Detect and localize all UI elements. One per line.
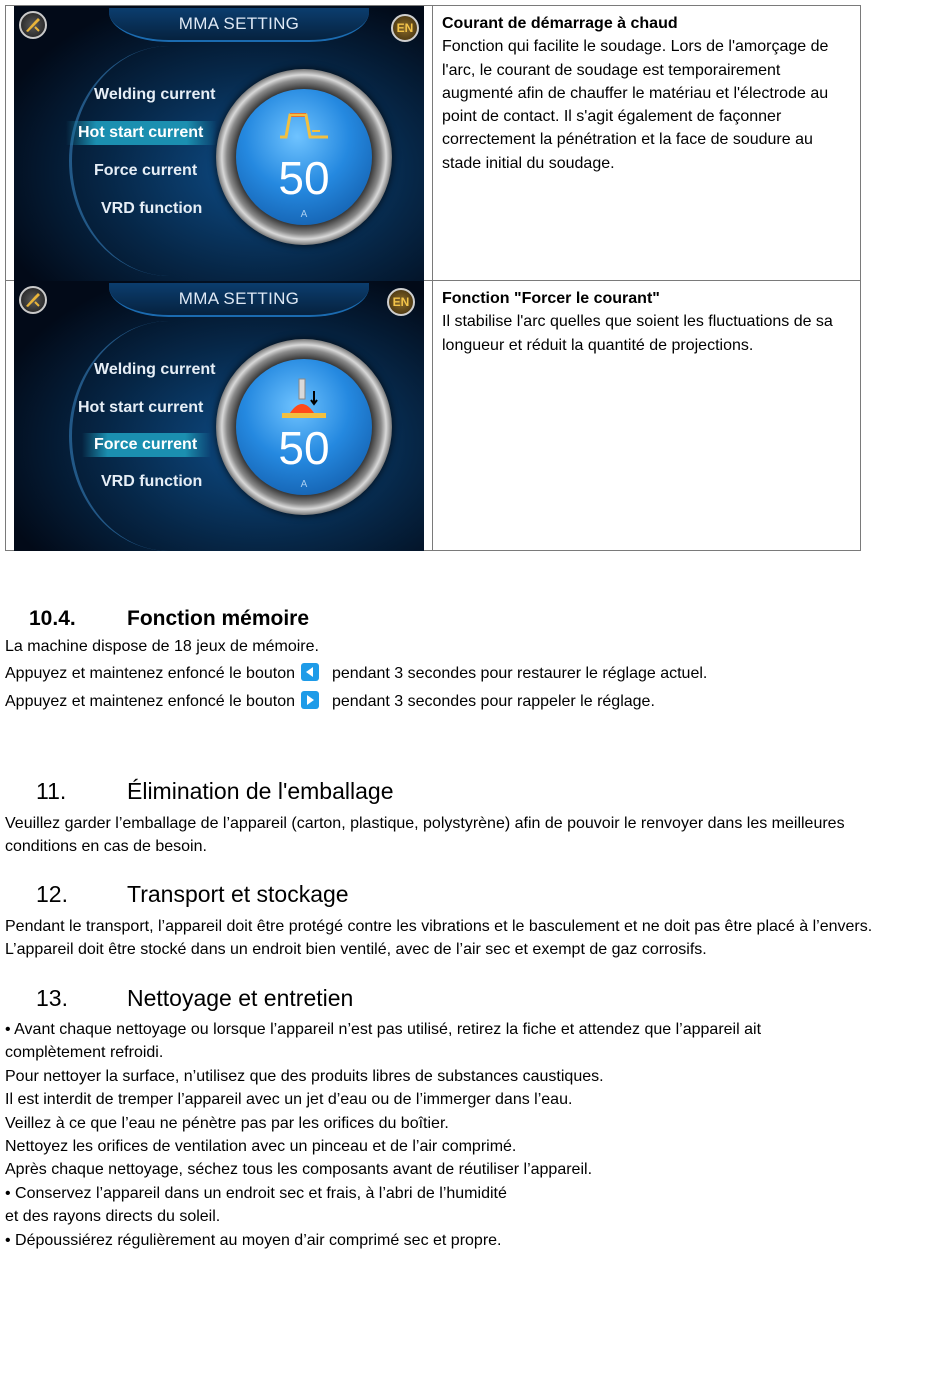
menu-item-hot-start-current: Hot start current xyxy=(66,121,217,145)
section-title: Nettoyage et entretien xyxy=(127,985,354,1011)
left-arrow-button-icon xyxy=(301,663,319,681)
dial-unit: A xyxy=(300,479,308,490)
cleaning-line: Après chaque nettoyage, séchez tous les composants avant de réutiliser l’appareil. xyxy=(5,1161,593,1179)
memory-line-text: pendant 3 secondes pour rappeler le réglage. xyxy=(331,693,655,710)
cleaning-line: et des rayons directs du soleil. xyxy=(5,1208,221,1226)
settings-table xyxy=(5,5,861,551)
screen-title-bar xyxy=(109,8,369,42)
hot-start-text: Fonction qui facilite le soudage. Lors de l'amorçage de l'arc, le courant de soudage est temporairement augmenté afin de chauffer le matériau et l'électrode au point de contact. Il s'agit également de façonner correctement la pénétration et la face de soudure au stade initial du soudage. xyxy=(442,38,829,172)
memory-line-restore xyxy=(5,662,707,685)
cleaning-line: Pour nettoyer la surface, n’utilisez que des produits libres de substances caustiques. xyxy=(5,1067,604,1085)
cleaning-list xyxy=(5,1018,761,1252)
section-number: 11. xyxy=(36,778,67,804)
cleaning-line: Veillez à ce que l’eau ne pénètre pas par les orifices du boîtier. xyxy=(5,1114,449,1132)
transport-text: Pendant le transport, l’appareil doit être protégé contre les vibrations et le basculement et ne doit pas être placé à l’envers. L’appareil doit être stocké dans un endroit bien ventilé, avec de l’air sec et exempt de gaz corrosifs. xyxy=(5,918,873,959)
menu-item-welding-current: Welding current xyxy=(94,361,216,378)
right-arrow-button-icon xyxy=(301,691,319,709)
cleaning-line: • Avant chaque nettoyage ou lorsque l’appareil n’est pas utilisé, retirez la fiche et attendez que l’appareil ait xyxy=(5,1021,762,1038)
section-number: 13. xyxy=(36,985,68,1011)
dial-value: 50 xyxy=(278,152,330,204)
memory-line-text: Appuyez et maintenez enfoncé le bouton xyxy=(5,665,295,682)
hot-start-description xyxy=(442,12,854,175)
column-divider xyxy=(432,6,433,280)
menu-item-hot-start-current: Hot start current xyxy=(78,399,204,416)
screen-title: MMA SETTING xyxy=(178,14,300,33)
cleaning-line: • Conservez l’appareil dans un endroit sec et frais, à l’abri de l’humidité xyxy=(5,1184,507,1202)
memory-line-text: pendant 3 secondes pour restaurer le réglage actuel. xyxy=(331,665,708,682)
cleaning-line: complètement refroidi. xyxy=(5,1044,164,1062)
dial-unit: A xyxy=(300,209,308,220)
menu-item-vrd-function: VRD function xyxy=(101,200,203,217)
section-title: Élimination de l'emballage xyxy=(127,778,394,804)
cleaning-line: Il est interdit de tremper l’appareil avec un jet d’eau ou de l’immerger dans l’eau. xyxy=(5,1091,573,1109)
section-number: 12. xyxy=(36,881,68,907)
memory-line-text: Appuyez et maintenez enfoncé le bouton xyxy=(5,693,295,710)
dial-face xyxy=(236,89,372,225)
table-row-hot-start xyxy=(6,6,860,281)
language-badge: EN xyxy=(391,14,419,42)
table-row-force-current xyxy=(6,281,860,551)
menu-item-force-current: Force current xyxy=(82,433,211,457)
menu-item-welding-current: Welding current xyxy=(94,86,216,103)
dial-value: 50 xyxy=(278,422,330,474)
section-title: Transport et stockage xyxy=(127,881,349,907)
cleaning-line: Nettoyez les orifices de ventilation avec un pinceau et de l’air comprimé. xyxy=(5,1138,517,1156)
welding-torch-icon xyxy=(19,286,47,314)
value-dial xyxy=(216,339,392,515)
memory-line-recall xyxy=(5,690,655,713)
force-current-heading: Fonction "Forcer le courant" xyxy=(442,290,660,307)
column-divider xyxy=(432,281,433,551)
mma-screen-force-current xyxy=(14,281,424,551)
screen-title: MMA SETTING xyxy=(178,289,300,308)
memory-intro: La machine dispose de 18 jeux de mémoire. xyxy=(5,638,319,655)
hot-start-pulse-icon xyxy=(276,107,332,152)
menu-item-vrd-function: VRD function xyxy=(101,473,203,490)
packaging-text: Veuillez garder l’emballage de l’appareil (carton, plastique, polystyrène) afin de pouvoir le renvoyer dans les meilleures conditions en cas de besoin. xyxy=(5,815,845,856)
welding-torch-icon xyxy=(19,11,47,39)
cleaning-line: • Dépoussiérez régulièrement au moyen d’air comprimé sec et propre. xyxy=(5,1231,502,1249)
arc-force-electrode-icon xyxy=(276,377,332,426)
hot-start-heading: Courant de démarrage à chaud xyxy=(442,15,678,32)
force-current-text: Il stabilise l'arc quelles que soient les fluctuations de sa longueur et réduit la quantité de projections. xyxy=(442,313,833,354)
force-current-description xyxy=(442,287,854,357)
value-dial xyxy=(216,69,392,245)
language-badge: EN xyxy=(387,288,415,316)
screen-title-bar xyxy=(109,283,369,317)
menu-item-force-current: Force current xyxy=(94,162,198,179)
section-title: Fonction mémoire xyxy=(127,607,310,630)
section-number: 10.4. xyxy=(29,607,76,630)
dial-face xyxy=(236,359,372,495)
mma-screen-hot-start xyxy=(14,6,424,281)
